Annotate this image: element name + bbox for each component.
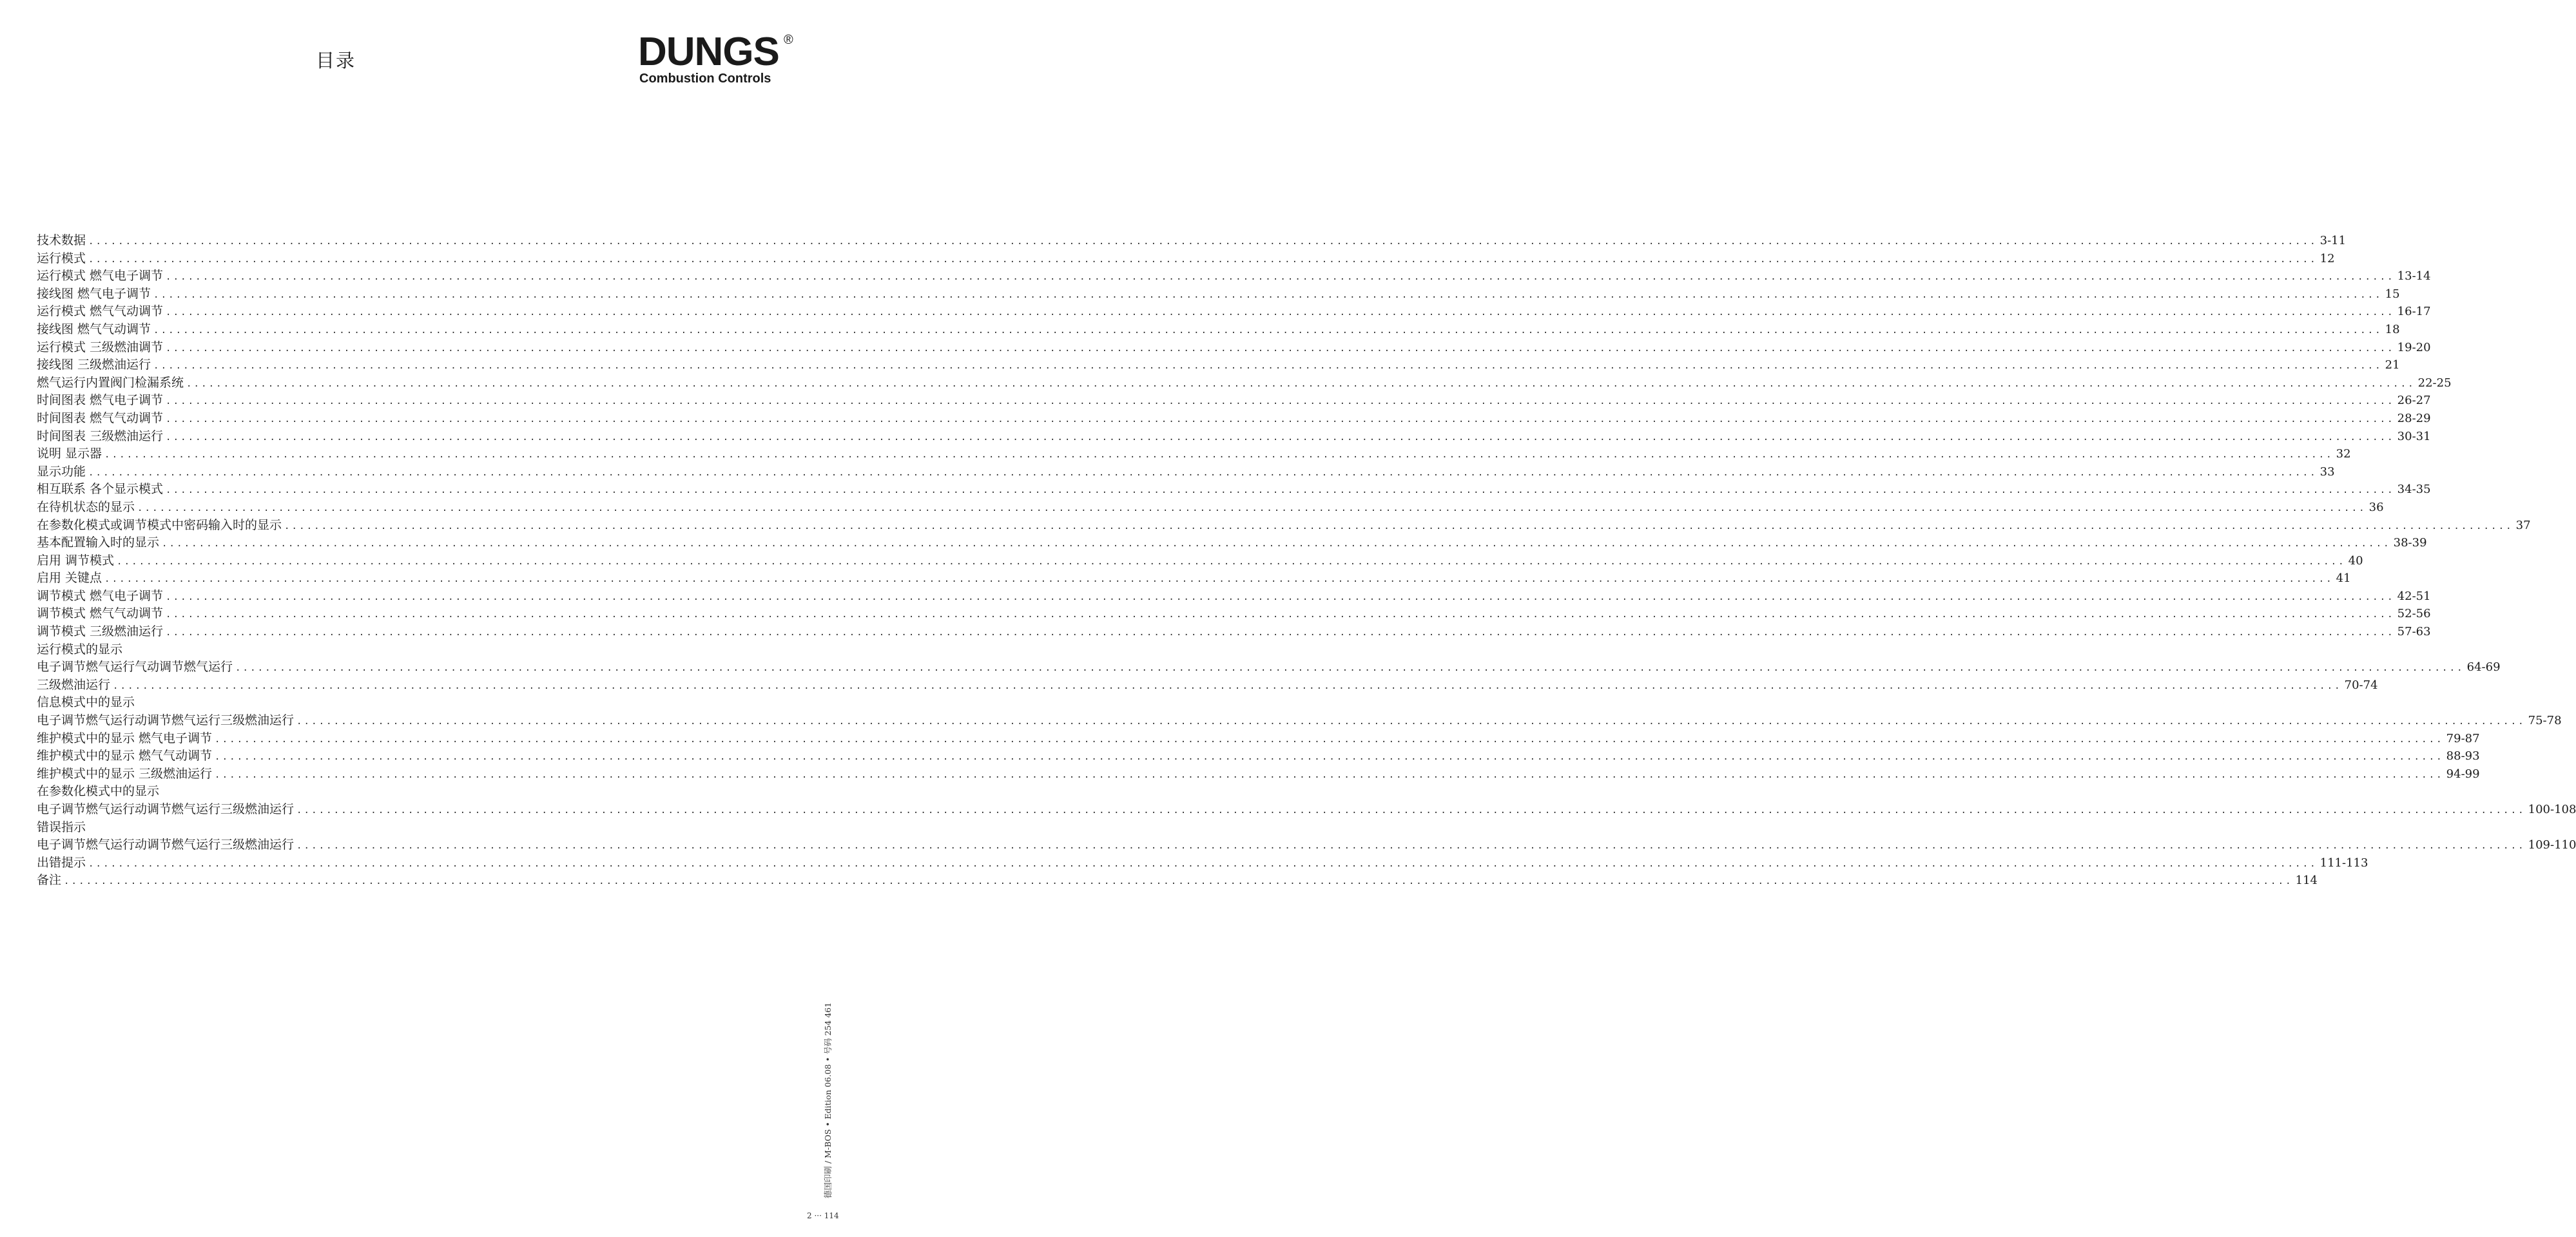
toc-entry-page: 64-69 [2466, 660, 2501, 675]
toc-dot-leader: ............................................................................................................................................................................................................................................................................................................ [166, 485, 2395, 496]
toc-entry [37, 676, 2378, 695]
toc-entry [37, 872, 2318, 890]
toc-entry-title: 调节模式 三级燃油运行 [37, 624, 164, 639]
toc-entry-page: 52-56 [2397, 607, 2431, 621]
toc-entry-page: 12 [2319, 251, 2335, 265]
toc-entry [37, 250, 2335, 268]
toc-dot-leader: ............................................................................................................................................................................................................................................................................................................ [166, 396, 2395, 407]
toc-dot-leader: ............................................................................................................................................................................................................................................................................................................ [117, 556, 2346, 567]
toc-dot-leader: ............................................................................................................................................................................................................................................................................................................ [296, 716, 2526, 727]
toc-entry [37, 428, 2431, 446]
toc-entry [37, 267, 2431, 285]
toc-entry-title: 运行模式 燃气气动调节 [37, 304, 164, 319]
toc-entry-page: 94-99 [2446, 767, 2480, 781]
toc-entry-title: 接线图 三级燃油运行 [37, 358, 151, 372]
toc-entry-title: 调节模式 燃气气动调节 [37, 606, 164, 621]
toc-entry-title: 电子调节燃气运行动调节燃气运行三级燃油运行 [37, 713, 295, 728]
toc-entry-title: 接线图 燃气气动调节 [37, 321, 151, 336]
toc-entry-title: 维护模式中的显示 三级燃油运行 [37, 766, 213, 781]
toc-entry-title: 接线图 燃气电子调节 [37, 286, 151, 301]
toc-dot-leader: ............................................................................................................................................................................................................................................................................................................ [215, 734, 2444, 745]
toc-entry-title: 电子调节燃气运行气动调节燃气运行 [37, 660, 233, 675]
toc-entry-title: 错误指示 [37, 820, 86, 834]
toc-entry [37, 534, 2427, 552]
toc-entry-page: 22-25 [2417, 376, 2452, 390]
toc-entry-title: 维护模式中的显示 燃气气动调节 [37, 749, 213, 763]
toc-entry-title: 信息模式中的显示 [37, 695, 135, 710]
toc-entry-page: 21 [2385, 358, 2400, 372]
toc-entry [37, 605, 2431, 623]
toc-entry [37, 765, 2480, 783]
toc-entry-page: 114 [2295, 874, 2318, 888]
toc-entry-page: 75-78 [2528, 714, 2562, 728]
toc-entry-title: 相互联系 各个显示模式 [37, 482, 164, 497]
toc-entry-page: 36 [2368, 500, 2384, 514]
toc-entry [37, 356, 2400, 374]
toc-dot-leader: ............................................................................................................................................................................................................................................................................................................ [215, 752, 2444, 763]
toc-entry [37, 463, 2335, 481]
toc-entry-page: 13-14 [2397, 269, 2431, 283]
toc-section-heading [37, 694, 795, 712]
toc-entry-page: 70-74 [2344, 678, 2378, 692]
toc-entry-page: 28-29 [2397, 411, 2431, 425]
toc-entry-page: 111-113 [2319, 856, 2368, 870]
toc-entry-page: 33 [2319, 465, 2335, 479]
toc-dot-leader: ............................................................................................................................................................................................................................................................................................................ [88, 467, 2318, 478]
toc-section-heading [37, 819, 795, 837]
toc-dot-leader: ............................................................................................................................................................................................................................................................................................................ [153, 361, 2383, 372]
toc-dot-leader: ............................................................................................................................................................................................................................................................................................................ [284, 521, 2513, 532]
toc-entry [37, 801, 2576, 819]
table-of-contents [37, 232, 2576, 890]
toc-entry [37, 339, 2431, 357]
toc-entry-title: 维护模式中的显示 燃气电子调节 [37, 731, 213, 745]
toc-entry-title: 说明 显示器 [37, 446, 102, 461]
toc-entry-title: 时间图表 三级燃油运行 [37, 428, 164, 443]
toc-entry-title: 运行模式 三级燃油调节 [37, 340, 164, 354]
toc-dot-leader: ............................................................................................................................................................................................................................................................................................................ [153, 325, 2383, 336]
toc-entry-page: 32 [2336, 447, 2351, 461]
toc-entry-title: 显示功能 [37, 464, 86, 479]
toc-entry-title: 三级燃油运行 [37, 677, 111, 692]
toc-entry-title: 运行模式 燃气电子调节 [37, 269, 164, 283]
toc-entry-title: 在参数化模式中的显示 [37, 784, 160, 799]
toc-dot-leader: ............................................................................................................................................................................................................................................................................................................ [166, 628, 2395, 638]
toc-entry [37, 303, 2431, 321]
toc-dot-leader: ............................................................................................................................................................................................................................................................................................................ [104, 450, 2334, 461]
toc-entry-page: 15 [2385, 287, 2400, 301]
toc-entry-page: 26-27 [2397, 394, 2431, 408]
toc-dot-leader: ............................................................................................................................................................................................................................................................................................................ [166, 591, 2395, 602]
page-title: 目录 [316, 50, 356, 72]
toc-entry-title: 调节模式 燃气电子调节 [37, 588, 164, 603]
toc-dot-leader: ............................................................................................................................................................................................................................................................................................................ [166, 307, 2395, 318]
toc-entry-title: 出错提示 [37, 855, 86, 870]
toc-entry-page: 41 [2336, 571, 2351, 586]
toc-entry-page: 109-110 [2528, 838, 2576, 852]
toc-entry-page: 79-87 [2446, 731, 2480, 745]
toc-dot-leader: ............................................................................................................................................................................................................................................................................................................ [186, 378, 2416, 389]
toc-entry [37, 410, 2431, 428]
toc-entry-title: 时间图表 燃气电子调节 [37, 393, 164, 408]
toc-entry [37, 374, 2452, 392]
toc-entry-page: 38-39 [2393, 536, 2427, 550]
toc-entry [37, 570, 2351, 588]
toc-dot-leader: ............................................................................................................................................................................................................................................................................................................ [137, 503, 2367, 513]
toc-entry [37, 836, 2576, 854]
toc-entry [37, 481, 2431, 499]
toc-entry-title: 启用 调节模式 [37, 553, 115, 568]
toc-dot-leader: ............................................................................................................................................................................................................................................................................................................ [162, 539, 2391, 550]
toc-entry-title: 电子调节燃气运行动调节燃气运行三级燃油运行 [37, 802, 295, 816]
toc-entry-page: 57-63 [2397, 625, 2431, 639]
toc-entry-title: 在参数化模式或调节模式中密码输入时的显示 [37, 517, 282, 532]
toc-dot-leader: ............................................................................................................................................................................................................................................................................................................ [88, 254, 2318, 265]
toc-dot-leader: ............................................................................................................................................................................................................................................................................................................ [296, 841, 2526, 852]
logo-tagline: Combustion Controls [639, 72, 771, 86]
toc-entry-title: 运行模式的显示 [37, 642, 123, 657]
toc-entry [37, 712, 2562, 730]
toc-dot-leader: ............................................................................................................................................................................................................................................................................................................ [88, 236, 2318, 247]
logo-wordmark: DUNGS [638, 30, 779, 74]
toc-dot-leader: ............................................................................................................................................................................................................................................................................................................ [64, 876, 2293, 887]
toc-entry-title: 备注 [37, 873, 62, 888]
toc-entry [37, 658, 2501, 676]
toc-dot-leader: ............................................................................................................................................................................................................................................................................................................ [215, 769, 2444, 780]
toc-entry-title: 在待机状态的显示 [37, 499, 135, 514]
toc-entry-page: 16-17 [2397, 305, 2431, 319]
toc-entry-page: 30-31 [2397, 429, 2431, 443]
toc-entry-page: 3-11 [2319, 234, 2347, 247]
toc-dot-leader: ............................................................................................................................................................................................................................................................................................................ [104, 574, 2334, 585]
toc-entry [37, 499, 2384, 517]
toc-dot-leader: ............................................................................................................................................................................................................................................................................................................ [235, 663, 2465, 674]
toc-entry-title: 运行模式 [37, 251, 86, 265]
toc-entry-title: 基本配置输入时的显示 [37, 535, 160, 550]
toc-entry [37, 730, 2480, 748]
toc-entry-page: 37 [2515, 518, 2531, 532]
toc-entry [37, 747, 2480, 765]
toc-entry [37, 854, 2368, 872]
toc-dot-leader: ............................................................................................................................................................................................................................................................................................................ [166, 343, 2395, 354]
toc-entry-title: 启用 关键点 [37, 571, 102, 586]
toc-entry-page: 42-51 [2397, 589, 2431, 603]
toc-entry [37, 285, 2400, 303]
print-info-text: 德国印刷 / M-BOS • Edition 06.08 • 号码 254 461 [823, 1002, 833, 1198]
toc-entry-title: 电子调节燃气运行动调节燃气运行三级燃油运行 [37, 838, 295, 852]
toc-dot-leader: ............................................................................................................................................................................................................................................................................................................ [166, 272, 2395, 283]
toc-entry-title: 燃气运行内置阀门检漏系统 [37, 375, 184, 390]
toc-entry-page: 100-108 [2528, 803, 2576, 816]
toc-dot-leader: ............................................................................................................................................................................................................................................................................................................ [113, 680, 2342, 691]
toc-dot-leader: ............................................................................................................................................................................................................................................................................................................ [166, 414, 2395, 425]
toc-dot-leader: ............................................................................................................................................................................................................................................................................................................ [88, 858, 2318, 869]
toc-entry [37, 392, 2431, 410]
toc-entry [37, 623, 2431, 641]
toc-entry-page: 19-20 [2397, 340, 2431, 354]
print-info-vertical [822, 979, 836, 1198]
toc-section-heading [37, 783, 795, 801]
toc-entry-title: 时间图表 燃气气动调节 [37, 410, 164, 425]
toc-entry-page: 34-35 [2397, 483, 2431, 497]
toc-entry-page: 18 [2385, 322, 2400, 336]
toc-entry [37, 588, 2431, 606]
toc-section-heading [37, 641, 795, 659]
toc-entry [37, 517, 2531, 535]
toc-dot-leader: ............................................................................................................................................................................................................................................................................................................ [296, 805, 2526, 816]
toc-entry [37, 321, 2400, 339]
registered-mark: ® [784, 33, 793, 47]
toc-entry [37, 232, 2347, 250]
toc-entry [37, 445, 2351, 463]
toc-dot-leader: ............................................................................................................................................................................................................................................................................................................ [153, 289, 2383, 300]
toc-dot-leader: ............................................................................................................................................................................................................................................................................................................ [166, 609, 2395, 620]
toc-entry-page: 88-93 [2446, 749, 2480, 763]
dungs-logo [638, 31, 806, 89]
page-indicator: 2 ··· 114 [807, 1211, 839, 1220]
toc-entry-page: 40 [2348, 553, 2363, 568]
toc-dot-leader: ............................................................................................................................................................................................................................................................................................................ [166, 432, 2395, 443]
toc-entry [37, 552, 2363, 570]
toc-entry-title: 技术数据 [37, 233, 86, 247]
